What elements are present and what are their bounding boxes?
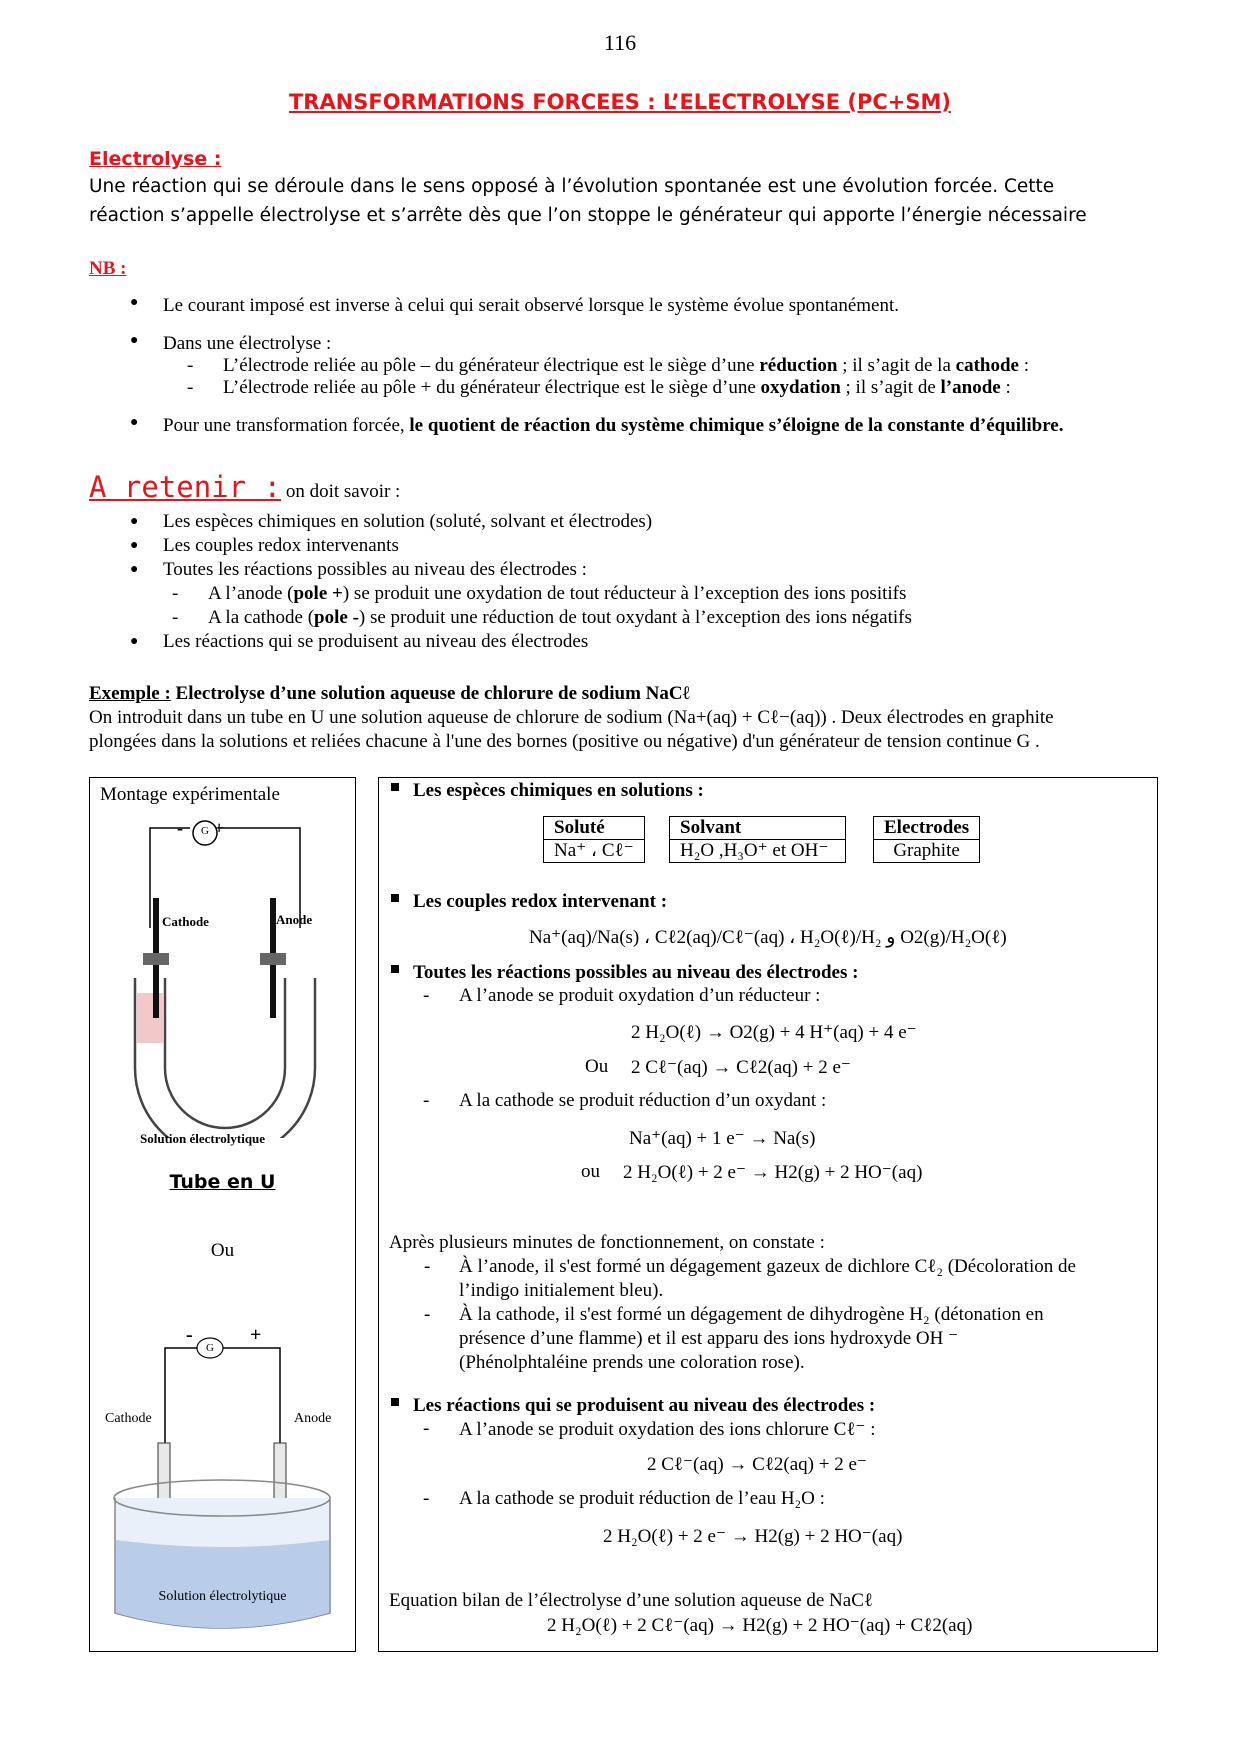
reactions-heading: Toutes les réactions possibles au niveau des électrodes :: [413, 962, 858, 984]
retenir-item-1: ● Les espèces chimiques en solution (soluté, solvant et électrodes): [130, 511, 653, 532]
electrolyse-section: [89, 148, 1087, 230]
couples-heading: Les couples redox intervenant :: [413, 891, 667, 913]
minus-sign-2: -: [186, 1324, 193, 1346]
exemple-line-1: On introduit dans un tube en U une solution aqueuse de chlorure de sodium (Na+(aq) + Cℓ−(aq)) . Deux électrodes en graphite: [89, 707, 1054, 728]
retenir-intro: on doit savoir :: [281, 481, 401, 502]
after-text: Après plusieurs minutes de fonctionnement, on constate :: [389, 1232, 825, 1253]
generator-label: G: [201, 825, 209, 837]
equation-5: 2 Cℓ⁻(aq) → Cℓ2(aq) + 2 e⁻: [647, 1454, 867, 1475]
nb-list: [130, 295, 1203, 437]
equation-6: 2 H₂O(ℓ) + 2 e⁻ → H2(g) + 2 HO⁻(aq): [603, 1526, 903, 1547]
retenir-heading-row: [89, 470, 400, 504]
page-number: 116: [603, 30, 637, 55]
solvant-value: H₂O ,H₃O⁺ et OH⁻: [670, 840, 846, 863]
nb-item-1: ● Le courant imposé est inverse à celui qui serait observé lorsque le système évolue spontanément.: [130, 295, 900, 316]
bilan-label: Equation bilan de l’électrolyse d’une solution aqueuse de NaCℓ: [389, 1590, 873, 1611]
solute-header: Soluté: [544, 817, 645, 840]
electrodes-table: [873, 816, 980, 863]
retenir-item-4: ● Les réactions qui se produisent au niveau des électrodes: [130, 631, 589, 652]
equation-1: 2 H₂O(ℓ) → O2(g) + 4 H⁺(aq) + 4 e⁻: [631, 1022, 917, 1043]
plus-sign-2: +: [250, 1324, 262, 1346]
species-heading: Les espèces chimiques en solutions :: [413, 780, 704, 802]
electrodes-value: Graphite: [874, 840, 980, 863]
tube-label: Tube en U: [169, 1171, 276, 1193]
equation-3: Na⁺(aq) + 1 e⁻ → Na(s): [629, 1128, 816, 1149]
reactions-cathode: - A la cathode se produit réduction d’un oxydant :: [423, 1090, 827, 1111]
bilan-equation: 2 H₂O(ℓ) + 2 Cℓ⁻(aq) → H2(g) + 2 HO⁻(aq) + Cℓ2(aq): [547, 1615, 973, 1636]
electrolyse-line-2: réaction s’appelle électrolyse et s’arrête dès que l’on stoppe le générateur qui apporte l’énergie nécessaire: [89, 205, 1087, 226]
observation-cathode: - À la cathode, il s'est formé un dégagement de dihydrogène H₂ (détonation en présence d’une flamme) et il est apparu des ions hydroxyde OH ⁻ (Phénolphtaléine prends une coloration rose).: [424, 1304, 1044, 1373]
electrode-reactions-anode: - A l’anode se produit oxydation des ions chlorure Cℓ⁻ :: [423, 1418, 876, 1440]
electrode-reactions-heading: Les réactions qui se produisent au niveau des électrodes :: [413, 1395, 875, 1417]
solvant-header: Solvant: [670, 817, 846, 840]
retenir-item-3: ● Toutes les réactions possibles au niveau des électrodes :: [130, 559, 587, 580]
minus-sign: -: [177, 818, 183, 838]
nb-heading: NB :: [89, 258, 127, 279]
retenir-list: [130, 510, 1203, 654]
exemple-title: Exemple : Electrolyse d’une solution aqueuse de chlorure de sodium NaCℓ: [89, 683, 690, 704]
solute-value: Na⁺ ، Cℓ⁻: [544, 840, 645, 863]
nb-sub-1: - L’électrode reliée au pôle – du générateur électrique est le siège d’une réduction ; il s’agit de la cathode :: [187, 355, 1029, 376]
u-tube-diagram: [90, 808, 355, 1138]
generator-label-2: G: [206, 1342, 214, 1354]
cathode-label-2: Cathode: [105, 1411, 152, 1426]
couples-line: Na⁺(aq)/Na(s) ، Cℓ2(aq)/Cℓ⁻(aq) ، H₂O(ℓ)/H₂ و O2(g)/H₂O(ℓ): [529, 927, 1007, 948]
solution-label: Solution électrolytique: [140, 1131, 266, 1146]
montage-title: Montage expérimentale: [100, 784, 280, 805]
analysis-panel: [378, 777, 1158, 1652]
anode-label: Anode: [276, 912, 313, 927]
observations: [389, 1231, 1149, 1375]
electrodes-header: Electrodes: [874, 817, 980, 840]
nb-item-2: ● Dans une électrolyse :: [130, 333, 332, 354]
retenir-sub-anode: - A l’anode (pole +) se produit une oxydation de tout réducteur à l’exception des ions positifs: [172, 583, 907, 604]
equation-4: 2 H₂O(ℓ) + 2 e⁻ → H2(g) + 2 HO⁻(aq): [623, 1162, 923, 1183]
plus-sign: +: [214, 818, 225, 838]
anode-label-2: Anode: [294, 1411, 332, 1426]
retenir-item-2: ● Les couples redox intervenants: [130, 535, 399, 556]
equation-2-ou: Ou: [585, 1056, 609, 1077]
solution-label-2: Solution électrolytique: [158, 1589, 287, 1604]
page-title: TRANSFORMATIONS FORCEES : L’ELECTROLYSE (PC+SM): [288, 90, 952, 114]
solvant-table: [669, 816, 846, 863]
equation-2: 2 Cℓ⁻(aq) → Cℓ2(aq) + 2 e⁻: [631, 1057, 851, 1078]
nb-item-3: ● Pour une transformation forcée, le quotient de réaction du système chimique s’éloigne de la constante d’équilibre.: [130, 415, 1064, 436]
exemple-section: [89, 682, 1189, 754]
retenir-sub-cathode: - A la cathode (pole -) se produit une réduction de tout oxydant à l’exception des ions négatifs: [172, 607, 912, 628]
reactions-anode: - A l’anode se produit oxydation d’un réducteur :: [423, 985, 821, 1006]
electrode-reactions-cathode: - A la cathode se produit réduction de l’eau H₂O :: [423, 1488, 825, 1509]
equation-4-ou: ou: [581, 1161, 600, 1182]
montage-panel: [89, 777, 356, 1652]
exemple-line-2: plongées dans la solutions et reliées chacune à l'une des bornes (positive ou négative) d'un générateur de tension continue G .: [89, 731, 1040, 752]
nb-sub-2: - L’électrode reliée au pôle + du générateur électrique est le siège d’une oxydation ; il s’agit de l’anode :: [187, 377, 1011, 398]
retenir-heading: A retenir :: [89, 470, 282, 504]
electrolyse-line-1: Une réaction qui se déroule dans le sens opposé à l’évolution spontanée est une évolution forcée. Cette: [89, 176, 1055, 197]
electrolyse-heading: Electrolyse :: [89, 148, 222, 170]
cathode-label: Cathode: [162, 914, 209, 929]
observation-anode: - À l’anode, il s'est formé un dégagement gazeux de dichlore Cℓ₂ (Décoloration de l’indigo initialement bleu).: [424, 1256, 1076, 1301]
ou-label: Ou: [210, 1240, 235, 1261]
solute-table: [543, 816, 645, 863]
